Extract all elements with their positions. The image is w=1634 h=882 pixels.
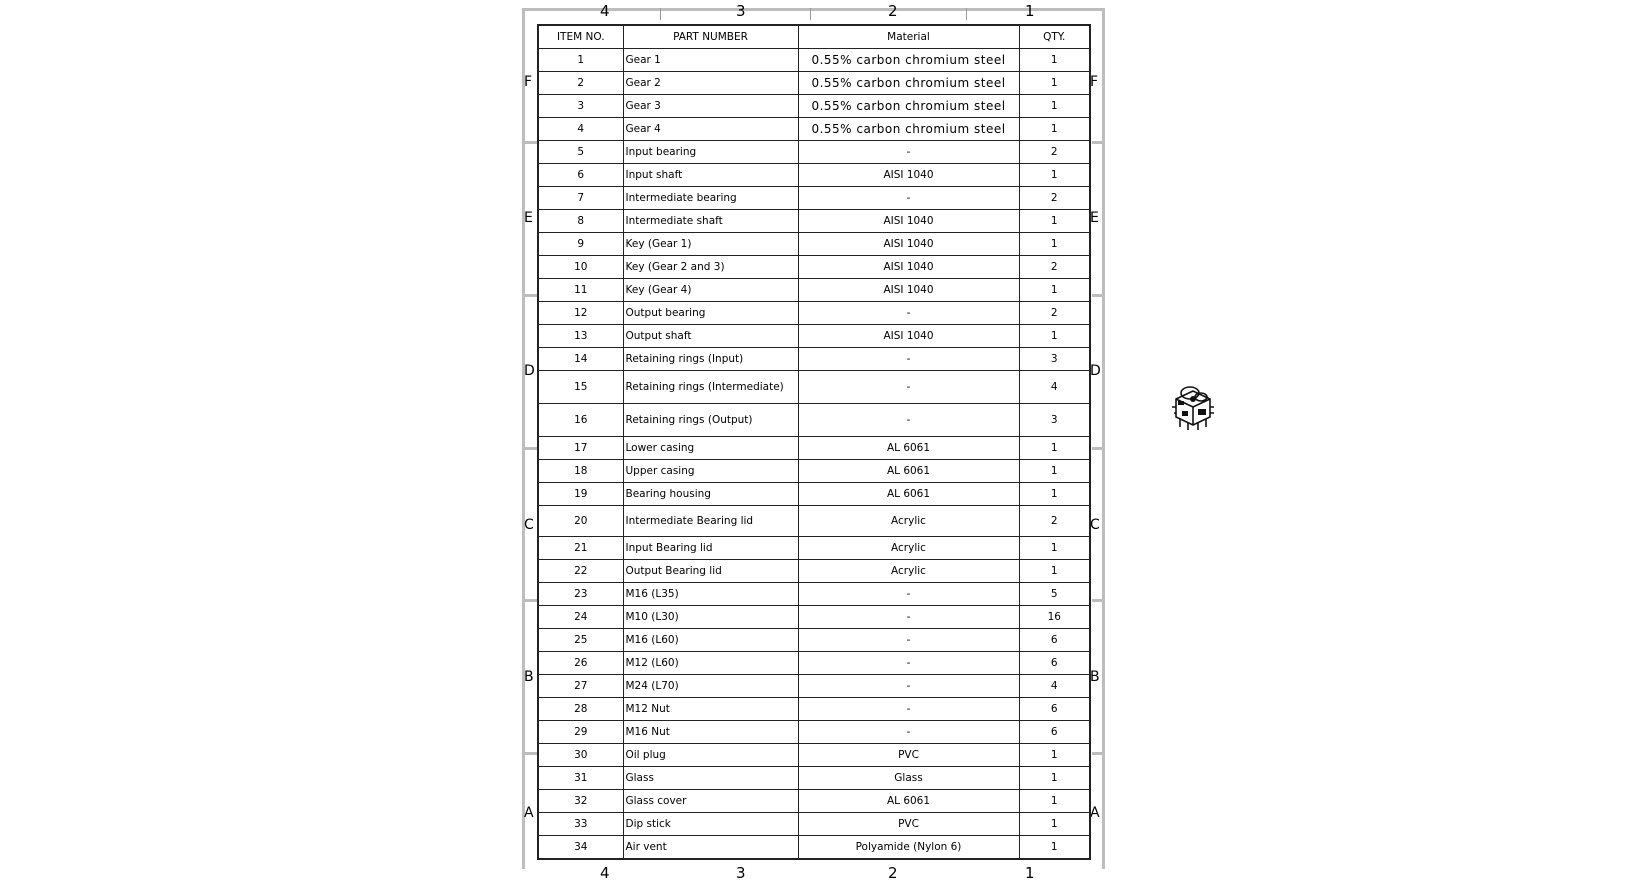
material-cell: Glass — [798, 767, 1019, 790]
item-no-cell: 24 — [538, 606, 623, 629]
qty-cell: 2 — [1019, 506, 1090, 537]
material-cell: AL 6061 — [798, 790, 1019, 813]
table-row — [538, 652, 1090, 675]
bom-header-row — [538, 25, 1090, 49]
part-number-cell: Glass cover — [623, 790, 798, 813]
zone-column-number-bottom: 3 — [736, 864, 746, 882]
part-number-cell: M12 Nut — [623, 698, 798, 721]
item-no-cell: 18 — [538, 460, 623, 483]
part-number-cell: Retaining rings (Input) — [623, 348, 798, 371]
qty-cell: 1 — [1019, 72, 1090, 95]
material-cell: Acrylic — [798, 560, 1019, 583]
part-number-cell: Air vent — [623, 836, 798, 859]
part-number-cell: M24 (L70) — [623, 675, 798, 698]
part-number-cell: Retaining rings (Output) — [623, 404, 798, 437]
zone-column-number-bottom: 4 — [600, 864, 610, 882]
part-number-cell: Gear 2 — [623, 72, 798, 95]
material-cell: - — [798, 652, 1019, 675]
material-cell: - — [798, 302, 1019, 325]
qty-cell: 4 — [1019, 675, 1090, 698]
zone-row-letter: F — [1090, 74, 1099, 90]
zone-row-divider — [525, 294, 537, 297]
table-row — [538, 72, 1090, 95]
part-number-cell: Retaining rings (Intermediate) — [623, 371, 798, 404]
material-cell: - — [798, 675, 1019, 698]
zone-column-number: 1 — [1025, 2, 1035, 20]
part-number-cell: Dip stick — [623, 813, 798, 836]
table-row — [538, 460, 1090, 483]
part-number-cell: Lower casing — [623, 437, 798, 460]
table-row — [538, 560, 1090, 583]
qty-cell: 1 — [1019, 836, 1090, 859]
part-number-cell: Glass — [623, 767, 798, 790]
material-cell: - — [798, 348, 1019, 371]
table-row — [538, 95, 1090, 118]
qty-cell: 1 — [1019, 164, 1090, 187]
part-number-cell: Gear 4 — [623, 118, 798, 141]
item-no-cell: 26 — [538, 652, 623, 675]
item-no-cell: 29 — [538, 721, 623, 744]
qty-cell: 6 — [1019, 698, 1090, 721]
material-cell: - — [798, 141, 1019, 164]
material-cell: AISI 1040 — [798, 256, 1019, 279]
table-row — [538, 606, 1090, 629]
table-row — [538, 721, 1090, 744]
material-cell: AL 6061 — [798, 437, 1019, 460]
qty-cell: 1 — [1019, 437, 1090, 460]
table-row — [538, 302, 1090, 325]
item-no-cell: 9 — [538, 233, 623, 256]
qty-cell: 1 — [1019, 813, 1090, 836]
material-cell: AL 6061 — [798, 483, 1019, 506]
part-number-cell: Bearing housing — [623, 483, 798, 506]
part-number-cell: M16 (L35) — [623, 583, 798, 606]
item-no-cell: 6 — [538, 164, 623, 187]
table-row — [538, 233, 1090, 256]
material-cell: - — [798, 606, 1019, 629]
part-number-cell: Intermediate Bearing lid — [623, 506, 798, 537]
qty-cell: 1 — [1019, 95, 1090, 118]
material-cell: - — [798, 371, 1019, 404]
part-number-cell: Output Bearing lid — [623, 560, 798, 583]
item-no-cell: 3 — [538, 95, 623, 118]
item-no-cell: 23 — [538, 583, 623, 606]
material-cell: - — [798, 404, 1019, 437]
qty-cell: 4 — [1019, 371, 1090, 404]
part-number-cell: Intermediate shaft — [623, 210, 798, 233]
material-cell: AISI 1040 — [798, 233, 1019, 256]
table-row — [538, 483, 1090, 506]
part-number-cell: Key (Gear 1) — [623, 233, 798, 256]
part-number-cell: Input shaft — [623, 164, 798, 187]
table-row — [538, 325, 1090, 348]
bill-of-materials-table — [537, 24, 1091, 860]
material-cell: 0.55% carbon chromium steel — [798, 72, 1019, 95]
qty-cell: 1 — [1019, 537, 1090, 560]
qty-cell: 6 — [1019, 652, 1090, 675]
table-row — [538, 506, 1090, 537]
zone-row-letter: E — [1090, 210, 1099, 226]
zone-row-letter: F — [524, 74, 533, 90]
header-material: Material — [798, 25, 1019, 49]
qty-cell: 16 — [1019, 606, 1090, 629]
table-row — [538, 371, 1090, 404]
material-cell: AL 6061 — [798, 460, 1019, 483]
zone-column-number: 4 — [600, 2, 610, 20]
part-number-cell: M16 (L60) — [623, 629, 798, 652]
item-no-cell: 13 — [538, 325, 623, 348]
material-cell: AISI 1040 — [798, 210, 1019, 233]
table-row — [538, 537, 1090, 560]
gearbox-isometric-icon — [1168, 379, 1218, 431]
material-cell: AISI 1040 — [798, 325, 1019, 348]
zone-row-divider — [525, 752, 537, 755]
zone-row-letter: D — [1090, 363, 1101, 379]
zone-row-divider — [525, 141, 537, 144]
zone-column-number: 3 — [736, 2, 746, 20]
zone-column-number-bottom: 1 — [1025, 864, 1035, 882]
qty-cell: 2 — [1019, 187, 1090, 210]
material-cell: - — [798, 583, 1019, 606]
part-number-cell: Key (Gear 2 and 3) — [623, 256, 798, 279]
zone-row-divider — [525, 599, 537, 602]
qty-cell: 2 — [1019, 256, 1090, 279]
table-row — [538, 49, 1090, 72]
material-cell: 0.55% carbon chromium steel — [798, 49, 1019, 72]
material-cell: - — [798, 629, 1019, 652]
qty-cell: 1 — [1019, 744, 1090, 767]
item-no-cell: 20 — [538, 506, 623, 537]
zone-column-divider — [810, 8, 811, 20]
part-number-cell: Key (Gear 4) — [623, 279, 798, 302]
material-cell: AISI 1040 — [798, 279, 1019, 302]
zone-row-divider — [525, 447, 537, 450]
table-row — [538, 744, 1090, 767]
zone-row-divider — [1092, 752, 1104, 755]
zone-row-divider — [1092, 447, 1104, 450]
table-row — [538, 675, 1090, 698]
material-cell: Polyamide (Nylon 6) — [798, 836, 1019, 859]
table-row — [538, 210, 1090, 233]
qty-cell: 1 — [1019, 460, 1090, 483]
qty-cell: 2 — [1019, 141, 1090, 164]
material-cell: Acrylic — [798, 537, 1019, 560]
item-no-cell: 32 — [538, 790, 623, 813]
part-number-cell: M10 (L30) — [623, 606, 798, 629]
zone-column-number-bottom: 2 — [888, 864, 898, 882]
qty-cell: 1 — [1019, 118, 1090, 141]
part-number-cell: M16 Nut — [623, 721, 798, 744]
table-row — [538, 629, 1090, 652]
table-row — [538, 404, 1090, 437]
material-cell: Acrylic — [798, 506, 1019, 537]
zone-row-divider — [1092, 599, 1104, 602]
item-no-cell: 22 — [538, 560, 623, 583]
qty-cell: 6 — [1019, 721, 1090, 744]
table-row — [538, 164, 1090, 187]
part-number-cell: M12 (L60) — [623, 652, 798, 675]
qty-cell: 1 — [1019, 790, 1090, 813]
item-no-cell: 7 — [538, 187, 623, 210]
table-row — [538, 437, 1090, 460]
material-cell: PVC — [798, 813, 1019, 836]
item-no-cell: 21 — [538, 537, 623, 560]
item-no-cell: 30 — [538, 744, 623, 767]
zone-row-letter: D — [524, 363, 535, 379]
qty-cell: 1 — [1019, 560, 1090, 583]
qty-cell: 1 — [1019, 210, 1090, 233]
qty-cell: 1 — [1019, 483, 1090, 506]
qty-cell: 5 — [1019, 583, 1090, 606]
zone-row-letter: A — [1090, 805, 1100, 821]
part-number-cell: Input Bearing lid — [623, 537, 798, 560]
table-row — [538, 348, 1090, 371]
zone-row-divider — [1092, 141, 1104, 144]
zone-column-divider — [966, 8, 967, 20]
table-row — [538, 698, 1090, 721]
part-number-cell: Gear 1 — [623, 49, 798, 72]
zone-column-number: 2 — [888, 2, 898, 20]
qty-cell: 3 — [1019, 404, 1090, 437]
material-cell: - — [798, 187, 1019, 210]
item-no-cell: 14 — [538, 348, 623, 371]
part-number-cell: Input bearing — [623, 141, 798, 164]
table-row — [538, 118, 1090, 141]
qty-cell: 1 — [1019, 279, 1090, 302]
qty-cell: 1 — [1019, 767, 1090, 790]
part-number-cell: Output shaft — [623, 325, 798, 348]
table-row — [538, 583, 1090, 606]
item-no-cell: 2 — [538, 72, 623, 95]
zone-row-divider — [1092, 294, 1104, 297]
material-cell: PVC — [798, 744, 1019, 767]
table-row — [538, 790, 1090, 813]
part-number-cell: Gear 3 — [623, 95, 798, 118]
part-number-cell: Output bearing — [623, 302, 798, 325]
qty-cell: 2 — [1019, 302, 1090, 325]
table-row — [538, 836, 1090, 859]
item-no-cell: 10 — [538, 256, 623, 279]
item-no-cell: 31 — [538, 767, 623, 790]
zone-row-letter: E — [524, 210, 533, 226]
item-no-cell: 17 — [538, 437, 623, 460]
table-row — [538, 256, 1090, 279]
item-no-cell: 4 — [538, 118, 623, 141]
material-cell: - — [798, 698, 1019, 721]
item-no-cell: 33 — [538, 813, 623, 836]
table-row — [538, 187, 1090, 210]
material-cell: 0.55% carbon chromium steel — [798, 95, 1019, 118]
qty-cell: 1 — [1019, 49, 1090, 72]
part-number-cell: Upper casing — [623, 460, 798, 483]
item-no-cell: 16 — [538, 404, 623, 437]
zone-row-letter: C — [524, 517, 534, 533]
material-cell: - — [798, 721, 1019, 744]
table-row — [538, 813, 1090, 836]
qty-cell: 3 — [1019, 348, 1090, 371]
item-no-cell: 19 — [538, 483, 623, 506]
item-no-cell: 28 — [538, 698, 623, 721]
zone-column-divider — [660, 8, 661, 20]
table-row — [538, 767, 1090, 790]
table-row — [538, 141, 1090, 164]
part-number-cell: Oil plug — [623, 744, 798, 767]
qty-cell: 1 — [1019, 325, 1090, 348]
material-cell: AISI 1040 — [798, 164, 1019, 187]
qty-cell: 6 — [1019, 629, 1090, 652]
header-part-number: PART NUMBER — [623, 25, 798, 49]
item-no-cell: 12 — [538, 302, 623, 325]
qty-cell: 1 — [1019, 233, 1090, 256]
item-no-cell: 8 — [538, 210, 623, 233]
item-no-cell: 1 — [538, 49, 623, 72]
zone-row-letter: C — [1090, 517, 1100, 533]
zone-row-letter: A — [524, 805, 534, 821]
item-no-cell: 27 — [538, 675, 623, 698]
header-item-no: ITEM NO. — [538, 25, 623, 49]
item-no-cell: 15 — [538, 371, 623, 404]
part-number-cell: Intermediate bearing — [623, 187, 798, 210]
zone-row-letter: B — [1090, 669, 1100, 685]
item-no-cell: 34 — [538, 836, 623, 859]
item-no-cell: 25 — [538, 629, 623, 652]
table-row — [538, 279, 1090, 302]
zone-row-letter: B — [524, 669, 534, 685]
item-no-cell: 11 — [538, 279, 623, 302]
material-cell: 0.55% carbon chromium steel — [798, 118, 1019, 141]
item-no-cell: 5 — [538, 141, 623, 164]
header-qty: QTY. — [1019, 25, 1090, 49]
